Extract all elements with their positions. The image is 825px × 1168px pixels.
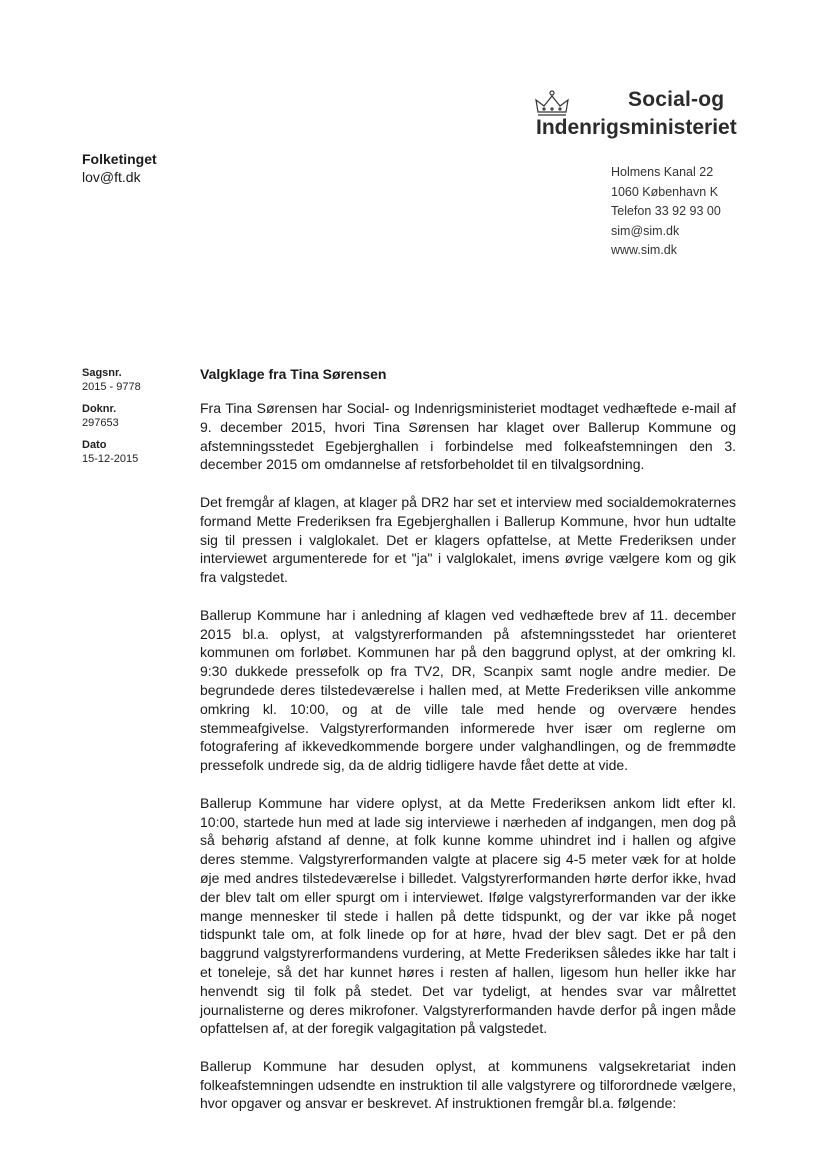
paragraph: Ballerup Kommune har videre oplyst, at da Mette Frederiksen ankom lidt efter kl. 10:00, startede hun med at lade sig interviewe i nærheden af indgangen, men dog på så behørig afstand af denne, at folk kunne komme uhindret ind i hallen og afgive deres stemme. Valgstyrerformanden valgte at placere sig 4-5 meter væk for at holde øje med andres tilstedeværelse i billedet. Valgstyrerformanden hørte derfor ikke, hvad der blev talt om eller spurgt om i interviewet. Ifølge valgstyrerformanden var der ikke mange mennesker til stede i hallen på dette tidspunkt, og der var ikke på noget tidspunkt tale om, at folk linede op for at høre, hvad der blev sagt. Det er på den baggrund valgstyrerformandens vurdering, at Mette Frederiksen således ikke har talt i et toneleje, så det har kunnet høres i resten af hallen, ligesom hun heller ikke har henvendt sig til folk på stedet. Det var tydeligt, at hendes svar var målrettet journalisterne og deres mikrofoner. Valgstyrerformanden havde derfor på ingen måde opfattelsen af, at der foregik valgagitation på valgstedet. [200,794,736,1037]
address-street: Holmens Kanal 22 [611,165,714,179]
letter-subject: Valgklage fra Tina Sørensen [200,366,387,382]
address-city: 1060 København K [611,184,719,199]
recipient-name: Folketinget [82,151,157,167]
date-value: 15-12-2015 [82,453,139,465]
logo-line-2: Indenrigsministeriet [536,116,737,139]
doc-number-label: Doknr. [82,403,117,415]
address-web: www.sim.dk [611,243,677,257]
address-email: sim@sim.dk [611,223,680,238]
paragraph: Fra Tina Sørensen har Social- og Indenrigsministeriet modtaget vedhæftede e-mail af 9. december 2015, hvori Tina Sørensen har klaget over Ballerup Kommune og afstemningsstedet Egebjerghallen i forbindelse med folkeafstemningen den 3. december 2015 om omdannelse af retsforbeholdet til en tilvalgsordning. [200,400,736,473]
paragraph: Ballerup Kommune har desuden oplyst, at kommunens valgsekretariat inden folkeafstemningen udsendte en instruktion til alle valgstyrere og tilforordnede vælgere, hvor opgaver og ansvar er beskrevet. Af instruktionen fremgår bl.a. følgende: [200,1057,736,1112]
date-label: Dato [82,439,107,451]
ministry-logo [520,88,740,148]
logo-line-1: Social-og [628,88,725,111]
case-meta [82,366,141,474]
letter-body [200,399,736,1132]
doc-number-value: 297653 [82,417,119,429]
recipient-email: lov@ft.dk [82,169,141,185]
paragraph: Ballerup Kommune har i anledning af klagen ved vedhæftede brev af 11. december 2015 bl.a. oplyst, at valgstyrerformanden på afstemningsstedet har orienteret kommunen om forløbet. Kommunen har på den baggrund oplyst, at der omkring kl. 9:30 dukkede pressefolk op fra TV2, DR, Scanpix samt nogle andre medier. De begrundede deres tilstedeværelse i hallen med, at Mette Frederiksen ville ankomme omkring kl. 10:00, og at de ville tale med hende og overvære hendes stemmeafgivelse. Valgstyrerformanden informerede hver især om reglerne om fotografering af ikkevedkommende borgere under valghandlingen, og de fremmødte pressefolk undrede sig, da de aldrig tidligere havde fået dette at vide. [200,606,736,774]
paragraph: Det fremgår af klagen, at klager på DR2 har set et interview med socialdemokraternes formand Mette Frederiksen fra Egebjerghallen i Ballerup Kommune, hvor hun udtalte sig til pressen i valglokalet. Det er klagers opfattelse, at Mette Frederiksen under interviewet argumenterede for et "ja" i valglokalet, imens øvrige vælgere kom og gik fra valgstedet. [200,493,736,586]
case-number-label: Sagsnr. [82,367,122,379]
address-phone: Telefon 33 92 93 00 [611,204,721,218]
case-number-value: 2015 - 9778 [82,381,141,393]
recipient-block [82,150,157,186]
sender-address [611,163,721,261]
